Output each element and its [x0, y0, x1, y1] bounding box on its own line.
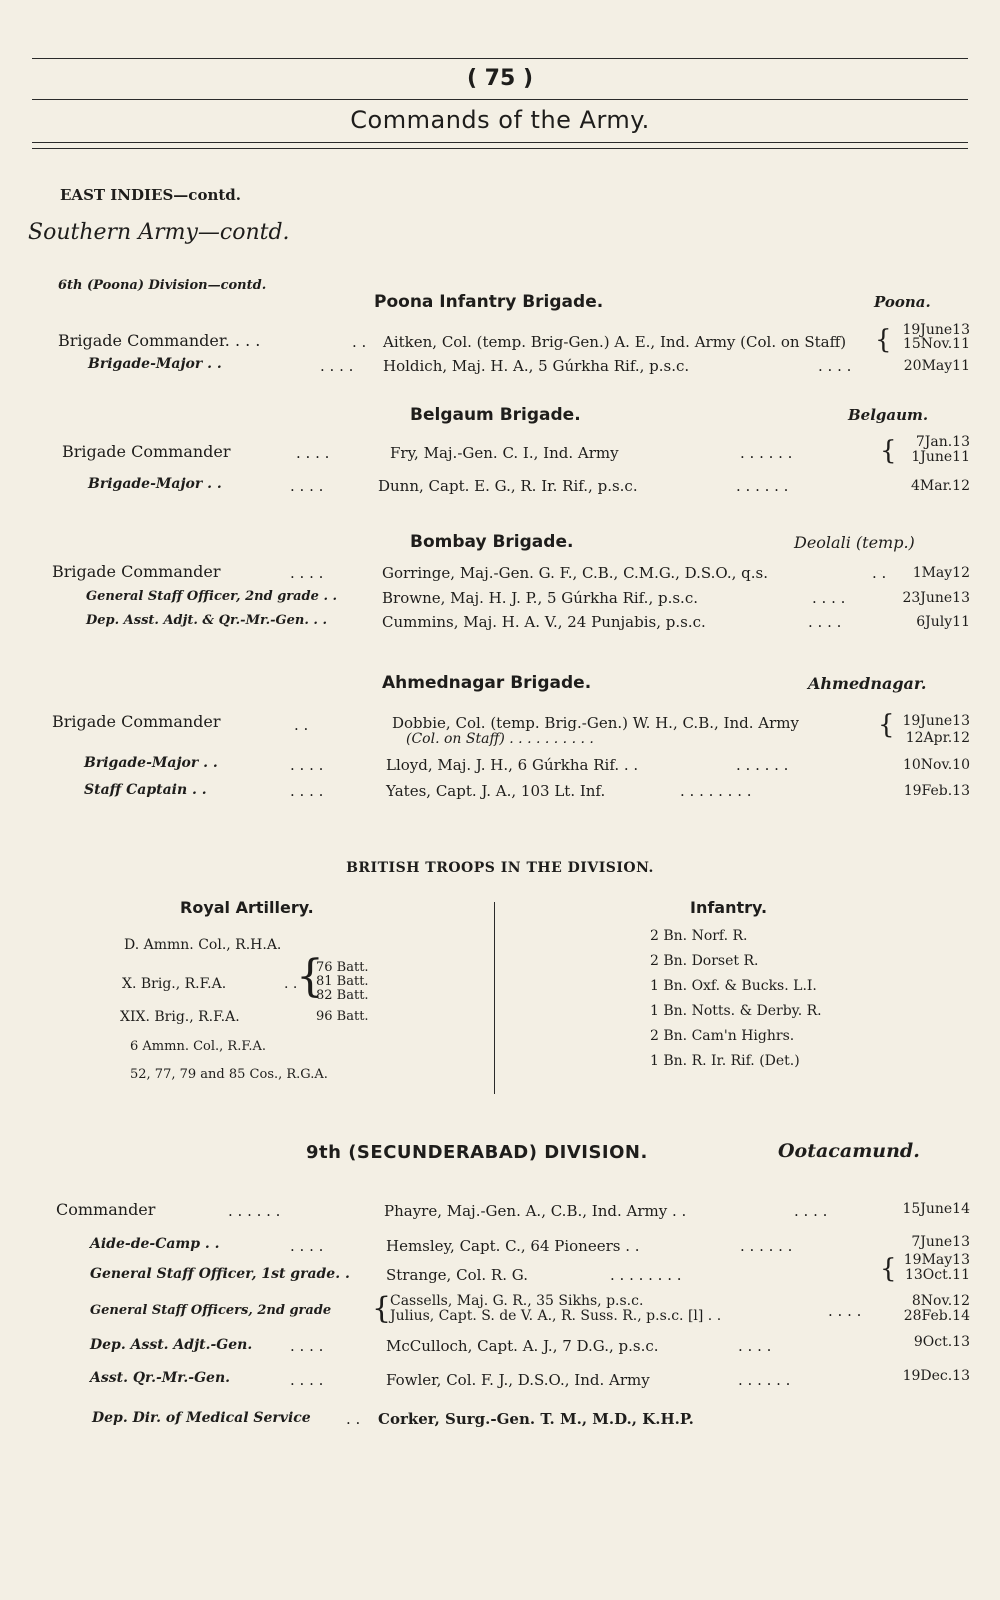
date: 8Nov.12 — [911, 1293, 970, 1309]
infantry-title: Infantry. — [690, 898, 768, 917]
date: 7June13 — [911, 1234, 970, 1250]
leader-dots: . . . . — [794, 1202, 828, 1220]
artillery-unit: XIX. Brig., R.F.A. — [120, 1009, 240, 1025]
leader-dots: . . . . — [290, 756, 324, 774]
infantry-unit: 2 Bn. Cam'n Highrs. — [650, 1028, 795, 1044]
date: 12Apr.12 — [905, 730, 970, 746]
leader-dots: . . . . — [818, 357, 852, 375]
date: 19May13 — [903, 1252, 970, 1268]
role-label: Brigade Commander — [52, 712, 221, 731]
date: 15Nov.11 — [902, 336, 970, 352]
leader-dots: . . . . — [808, 613, 842, 631]
leader-dots: . . . . — [812, 589, 846, 607]
role-label: Aide-de-Camp . . — [90, 1236, 220, 1252]
division-title: 9th (SECUNDERABAD) DIVISION. — [306, 1142, 648, 1163]
artillery-unit: 52, 77, 79 and 85 Cos., R.G.A. — [130, 1067, 328, 1082]
artillery-unit: 6 Ammn. Col., R.F.A. — [130, 1039, 266, 1054]
leader-dots: . . — [294, 716, 309, 734]
leader-dots: . . . . . . — [228, 1202, 281, 1220]
leader-dots: . . . . — [290, 477, 324, 495]
army-heading: Southern Army—contd. — [28, 220, 290, 245]
date: 28Feb.14 — [903, 1308, 970, 1324]
leader-dots: . . . . . . — [738, 1371, 791, 1389]
leader-dots: . . — [284, 976, 298, 992]
date: 19Feb.13 — [903, 783, 970, 799]
officer-name: Aitken, Col. (temp. Brig-Gen.) A. E., Ind. Army (Col. on Staff) — [383, 333, 847, 351]
dates — [880, 1294, 970, 1324]
role-label: General Staff Officer, 2nd grade . . — [86, 589, 338, 604]
date: 19June13 — [902, 322, 970, 338]
battery: 96 Batt. — [316, 1009, 369, 1024]
officer-name: Cummins, Maj. H. A. V., 24 Punjabis, p.s.c. — [382, 613, 706, 631]
leader-dots: . . . . . . . . — [610, 1266, 682, 1284]
leader-dots: . . . . — [828, 1302, 862, 1320]
brace-icon: { — [880, 1254, 897, 1284]
leader-dots: . . . . — [290, 782, 324, 800]
leader-dots: . . . . — [738, 1337, 772, 1355]
role-label: Dep. Asst. Adjt. & Qr.-Mr.-Gen. . . — [86, 613, 327, 628]
role-label: Staff Captain . . — [84, 782, 207, 798]
officer-name: Yates, Capt. J. A., 103 Lt. Inf. — [386, 782, 606, 800]
brace-icon: { — [372, 1291, 392, 1326]
leader-dots: . . — [872, 564, 887, 582]
infantry-unit: 2 Bn. Norf. R. — [650, 928, 748, 944]
role-label: Dep. Asst. Adjt.-Gen. — [90, 1337, 253, 1353]
role-label: Brigade-Major . . — [88, 356, 222, 372]
officer-name: Phayre, Maj.-Gen. A., C.B., Ind. Army . . — [384, 1202, 687, 1220]
officer-name: Browne, Maj. H. J. P., 5 Gúrkha Rif., p.s.c. — [382, 589, 698, 607]
dates — [890, 435, 970, 465]
brigade-station: Deolali (temp.) — [794, 533, 915, 552]
officer-name: Holdich, Maj. H. A., 5 Gúrkha Rif., p.s.c. — [383, 357, 690, 375]
battery-list — [316, 961, 369, 1003]
officer-name: Dobbie, Col. (temp. Brig.-Gen.) W. H., C.B., Ind. Army — [392, 714, 799, 732]
date: 20May11 — [903, 358, 970, 374]
date: 1June11 — [911, 449, 970, 465]
date: 19June13 — [902, 713, 970, 729]
date: 13Oct.11 — [904, 1267, 970, 1283]
leader-dots: . . . . . . — [740, 1237, 793, 1255]
date: 6July11 — [916, 614, 970, 630]
officer-name: Strange, Col. R. G. — [386, 1266, 528, 1284]
artillery-title: Royal Artillery. — [180, 898, 314, 917]
officer-name: McCulloch, Capt. A. J., 7 D.G., p.s.c. — [386, 1337, 659, 1355]
role-label: Dep. Dir. of Medical Service — [92, 1410, 311, 1426]
role-label: Brigade Commander. . . . — [58, 331, 261, 350]
leader-dots: . . . . — [290, 1337, 324, 1355]
officer-name: Lloyd, Maj. J. H., 6 Gúrkha Rif. . . — [386, 756, 639, 774]
infantry-unit: 1 Bn. Notts. & Derby. R. — [650, 1003, 822, 1019]
brigade-station: Ahmednagar. — [808, 674, 927, 693]
role-label: Commander — [56, 1200, 156, 1219]
leader-dots: . . . . — [296, 444, 330, 462]
officer-name: Julius, Capt. S. de V. A., R. Suss. R., p.s.c. [l] . . — [390, 1308, 722, 1324]
officer-name: Fry, Maj.-Gen. C. I., Ind. Army — [390, 444, 619, 462]
leader-dots: . . . . — [290, 1371, 324, 1389]
role-label: Brigade-Major . . — [84, 755, 218, 771]
date: 23June13 — [902, 590, 970, 606]
officer-name: Cassells, Maj. G. R., 35 Sikhs, p.s.c. — [390, 1293, 644, 1309]
role-label: Brigade Commander — [52, 562, 221, 581]
brace-icon: { — [880, 436, 897, 466]
dates — [888, 323, 970, 351]
role-label: Asst. Qr.-Mr.-Gen. — [90, 1370, 230, 1386]
date: 4Mar.12 — [910, 478, 970, 494]
british-troops-title: BRITISH TROOPS IN THE DIVISION. — [346, 860, 654, 876]
leader-dots: . . . . . . — [736, 756, 789, 774]
brigade-title: Ahmednagar Brigade. — [382, 673, 592, 693]
officer-name: Fowler, Col. F. J., D.S.O., Ind. Army — [386, 1371, 650, 1389]
brigade-title: Bombay Brigade. — [410, 532, 574, 552]
brace-icon: { — [875, 325, 892, 355]
brigade-station: Poona. — [874, 293, 931, 311]
role-label: Brigade Commander — [62, 442, 231, 461]
brace-icon: { — [296, 951, 324, 1002]
battery: 82 Batt. — [316, 988, 369, 1003]
page-number: ( 75 ) — [466, 66, 534, 91]
leader-dots: . . . . — [290, 564, 324, 582]
leader-dots: . . — [352, 333, 367, 351]
date: 1May12 — [912, 565, 970, 581]
role-label: General Staff Officer, 1st grade. . — [90, 1266, 350, 1282]
division-station: Ootacamund. — [778, 1140, 920, 1162]
leader-dots: . . . . — [290, 1237, 324, 1255]
brace-icon: { — [878, 710, 895, 740]
leader-dots: . . — [346, 1410, 361, 1428]
battery: 81 Batt. — [316, 974, 369, 989]
date: 9Oct.13 — [913, 1334, 970, 1350]
officer-name-cont: (Col. on Staff) . . . . . . . . . . — [406, 731, 594, 747]
infantry-unit: 1 Bn. R. Ir. Rif. (Det.) — [650, 1053, 800, 1069]
officer-name: Gorringe, Maj.-Gen. G. F., C.B., C.M.G., D.S.O., q.s. — [382, 564, 768, 582]
date: 7Jan.13 — [915, 434, 970, 450]
brigade-title: Poona Infantry Brigade. — [374, 292, 604, 312]
brigade-title: Belgaum Brigade. — [410, 405, 581, 425]
leader-dots: . . . . — [320, 357, 354, 375]
leader-dots: . . . . . . — [736, 477, 789, 495]
column-divider — [494, 902, 495, 1094]
date: 15June14 — [902, 1201, 970, 1217]
officer-name: Hemsley, Capt. C., 64 Pioneers . . — [386, 1237, 640, 1255]
division-heading: 6th (Poona) Division—contd. — [58, 278, 267, 293]
dates — [890, 1253, 970, 1283]
infantry-list — [650, 924, 822, 1074]
date: 19Dec.13 — [902, 1368, 970, 1384]
infantry-unit: 2 Bn. Dorset R. — [650, 953, 759, 969]
role-label: Brigade-Major . . — [88, 476, 222, 492]
leader-dots: . . . . . . . . — [680, 782, 752, 800]
leader-dots: . . . . . . — [740, 444, 793, 462]
role-label: General Staff Officers, 2nd grade — [90, 1303, 332, 1318]
officer-names — [390, 1294, 721, 1324]
page-title: Commands of the Army. — [350, 106, 650, 134]
officer-name: Dunn, Capt. E. G., R. Ir. Rif., p.s.c. — [378, 477, 638, 495]
running-head: EAST INDIES—contd. — [60, 186, 241, 204]
infantry-unit: 1 Bn. Oxf. & Bucks. L.I. — [650, 978, 817, 994]
officer-name: Corker, Surg.-Gen. T. M., M.D., K.H.P. — [378, 1410, 694, 1428]
artillery-unit: D. Ammn. Col., R.H.A. — [124, 937, 282, 953]
date: 10Nov.10 — [902, 757, 970, 773]
battery: 76 Batt. — [316, 960, 369, 975]
dates — [886, 713, 970, 747]
artillery-unit: X. Brig., R.F.A. — [122, 976, 227, 992]
brigade-station: Belgaum. — [848, 406, 929, 424]
